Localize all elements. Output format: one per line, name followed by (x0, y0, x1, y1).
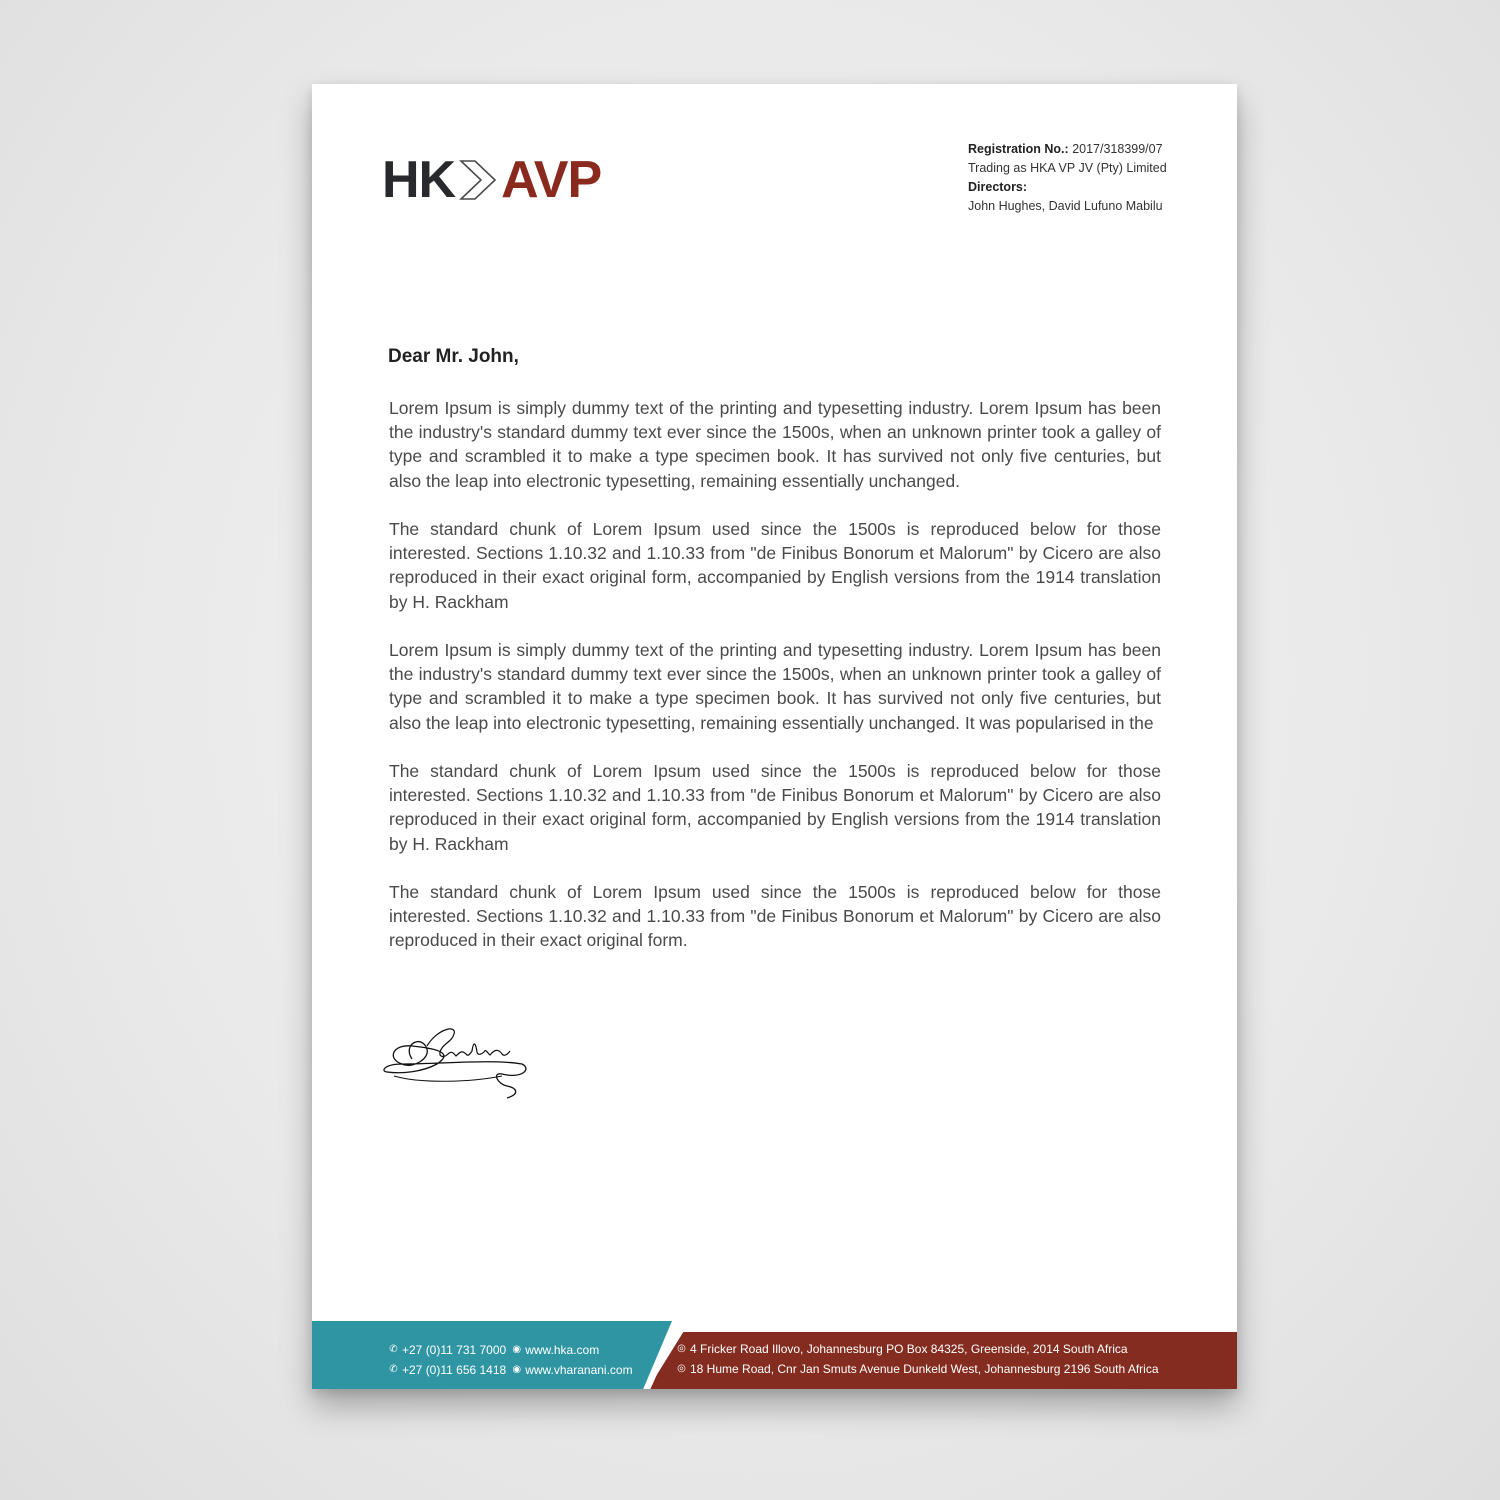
logo-text-right: AVP (501, 151, 602, 209)
globe-icon: ◉ (512, 1364, 522, 1375)
directors-names: John Hughes, David Lufuno Mabilu (968, 199, 1163, 213)
location-pin-icon: ◎ (677, 1363, 686, 1374)
paragraph: The standard chunk of Lorem Ipsum used since the 1500s is reproduced below for those interested. Sections 1.10.32 and 1.10.33 from "de Finibus Bonorum et Malorum" by Cicero are also reproduced in their exact original form, accompanied by English versions from the 1914 translation by H. Rackham (389, 761, 1161, 854)
letterhead-page (312, 84, 1237, 1389)
registration-number: 2017/318399/07 (1072, 142, 1163, 156)
paragraph: Lorem Ipsum is simply dummy text of the printing and typesetting industry. Lorem Ipsum has been the industry's standard dummy text ever since the 1500s, when an unknown printer took a galley of type and scrambled it to make a type specimen book. It has survived not only five centuries, but also the leap into electronic typesetting, remaining essentially unchanged. (389, 398, 1161, 491)
address-line: 4 Fricker Road Illovo, Johannesburg PO Box 84325, Greenside, 2014 South Africa (690, 1342, 1128, 1356)
website-link[interactable]: www.vharanani.com (525, 1363, 633, 1377)
footer-addresses (676, 1339, 1159, 1379)
letter-body (389, 396, 1161, 977)
signature (382, 1024, 532, 1104)
paragraph: The standard chunk of Lorem Ipsum used since the 1500s is reproduced below for those interested. Sections 1.10.32 and 1.10.33 from "de Finibus Bonorum et Malorum" by Cicero are also reproduced in their exact original form. (389, 882, 1161, 951)
logo-chevron-icon (457, 159, 499, 201)
registration-label: Registration No.: (968, 142, 1069, 156)
directors-label: Directors: (968, 180, 1028, 194)
footer-contacts (388, 1340, 633, 1380)
company-logo (382, 151, 614, 209)
phone-number[interactable]: +27 (0)11 731 7000 (402, 1343, 507, 1357)
trading-as: Trading as HKA VP JV (Pty) Limited (968, 161, 1167, 175)
location-pin-icon: ◎ (677, 1343, 686, 1354)
phone-icon: ✆ (389, 1344, 398, 1355)
website-link[interactable]: www.hka.com (525, 1343, 600, 1357)
paragraph: The standard chunk of Lorem Ipsum used since the 1500s is reproduced below for those interested. Sections 1.10.32 and 1.10.33 from "de Finibus Bonorum et Malorum" by Cicero are also reproduced in their exact original form, accompanied by English versions from the 1914 translation by H. Rackham (389, 519, 1161, 612)
address-line: 18 Hume Road, Cnr Jan Smuts Avenue Dunkeld West, Johannesburg 2196 South Africa (690, 1362, 1159, 1376)
salutation: Dear Mr. John, (388, 346, 519, 367)
phone-number[interactable]: +27 (0)11 656 1418 (402, 1363, 507, 1377)
phone-icon: ✆ (389, 1364, 398, 1375)
logo-text-left: HK (382, 151, 456, 209)
globe-icon: ◉ (512, 1344, 522, 1355)
paragraph: Lorem Ipsum is simply dummy text of the printing and typesetting industry. Lorem Ipsum has been the industry's standard dummy text ever since the 1500s, when an unknown printer took a galley of type and scrambled it to make a type specimen book. It has survived not only five centuries, but also the leap into electronic typesetting, remaining essentially unchanged. It was popularised in the (389, 640, 1161, 733)
registration-block (968, 140, 1208, 216)
